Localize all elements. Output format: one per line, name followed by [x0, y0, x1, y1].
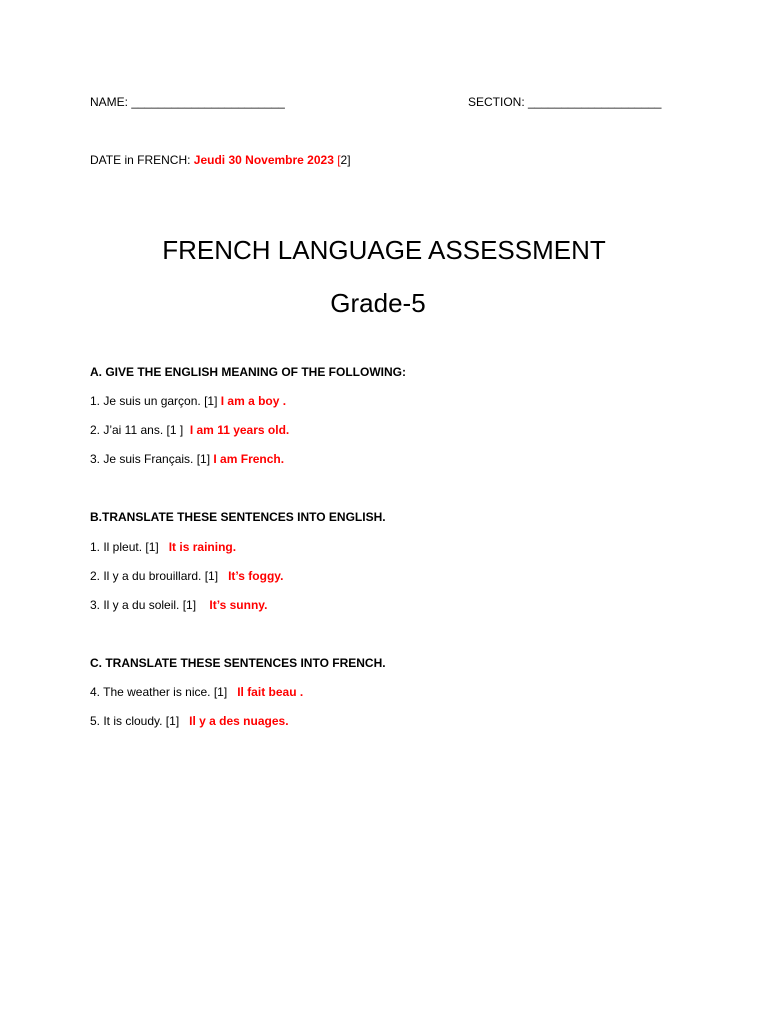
list-item: [90, 685, 303, 699]
date-bracket: [: [333, 153, 341, 167]
question-text: 2. J’ai 11 ans. [1 ]: [90, 423, 190, 437]
date-line: [90, 153, 351, 167]
answer-text: Il y a des nuages.: [189, 714, 289, 728]
answer-text: Il fait beau .: [237, 685, 304, 699]
section-c-heading: C. TRANSLATE THESE SENTENCES INTO FRENCH.: [90, 656, 386, 670]
question-text: 5. It is cloudy. [1]: [90, 714, 190, 728]
page-subtitle: Grade-5: [330, 288, 426, 318]
answer-text: It’s foggy.: [228, 569, 284, 583]
page-title: FRENCH LANGUAGE ASSESSMENT: [162, 235, 606, 265]
answer-text: It is raining.: [168, 540, 237, 554]
date-answer: Jeudi 30 Novembre 2023: [193, 153, 334, 167]
answer-text: I am a boy .: [220, 394, 287, 408]
list-item: [90, 598, 267, 612]
section-b-heading: B.TRANSLATE THESE SENTENCES INTO ENGLISH.: [90, 510, 386, 524]
answer-text: It’s sunny.: [209, 598, 268, 612]
list-item: [90, 540, 236, 554]
section-field: SECTION: ____________________: [468, 95, 662, 109]
list-item: [90, 394, 286, 408]
name-field: NAME: _______________________: [90, 95, 285, 109]
answer-text: I am French.: [213, 452, 285, 466]
question-text: 1. Je suis un garçon. [1]: [90, 394, 221, 408]
date-marks: 2]: [340, 153, 351, 167]
answer-text: I am 11 years old.: [189, 423, 290, 437]
list-item: [90, 423, 289, 437]
list-item: [90, 452, 284, 466]
list-item: [90, 714, 289, 728]
question-text: 2. Il y a du brouillard. [1]: [90, 569, 229, 583]
list-item: [90, 569, 283, 583]
question-text: 4. The weather is nice. [1]: [90, 685, 238, 699]
question-text: 3. Il y a du soleil. [1]: [90, 598, 210, 612]
section-a-heading: A. GIVE THE ENGLISH MEANING OF THE FOLLOWING:: [90, 365, 406, 379]
question-text: 3. Je suis Français. [1]: [90, 452, 214, 466]
date-label: DATE in FRENCH:: [90, 153, 194, 167]
question-text: 1. Il pleut. [1]: [90, 540, 169, 554]
